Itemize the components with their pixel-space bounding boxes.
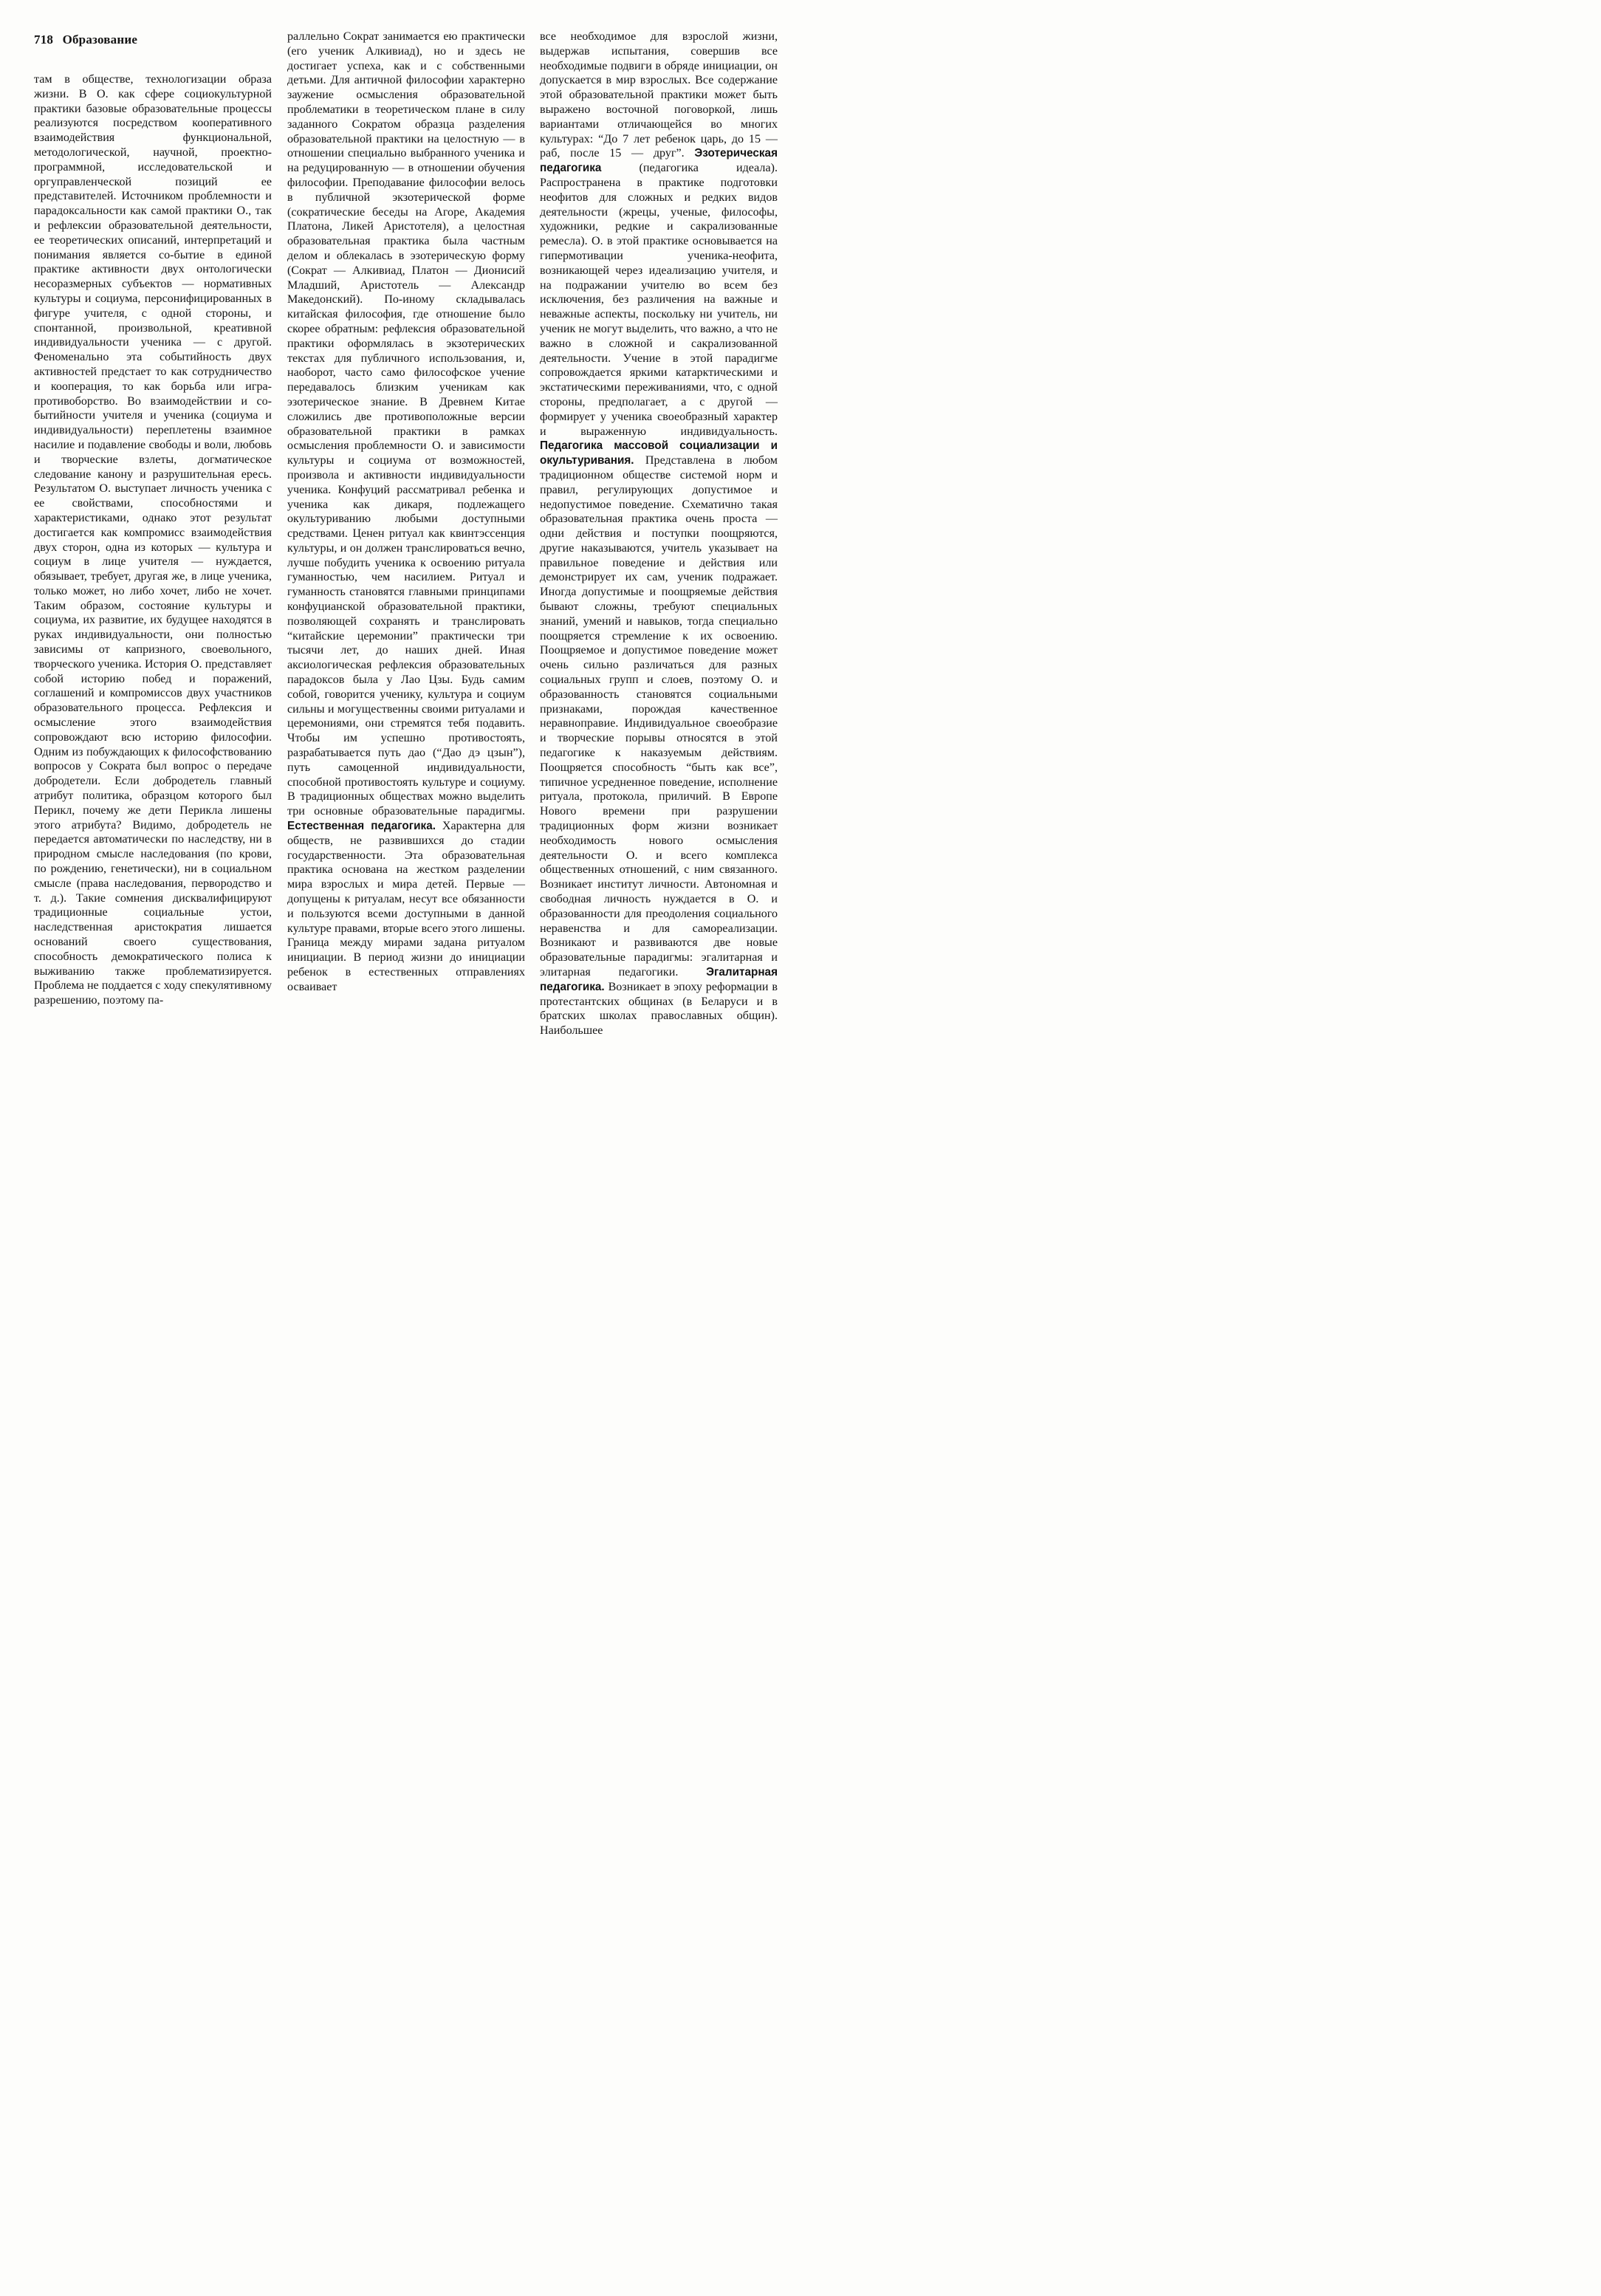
running-title: Образование (62, 32, 138, 47)
text-column-1 (34, 72, 272, 1008)
bold-term: Педагогика массовой социализации и окультуривания. (540, 439, 778, 467)
bold-term: Эзотерическая педагогика (540, 147, 778, 175)
page-header (34, 32, 137, 47)
text-column-3 (540, 30, 778, 1038)
body-paragraph: все необходимое для взрослой жизни, выдержав испытания, совершив все необходимые подвиги в обряде инициации, он допускается в мир взрослых. Все содержание этой образовательной практики может быть выражено восточной поговоркой, лишь вариантами отличающейся во многих культурах: “До 7 лет ребенок царь, до 15 — раб, после 15 — друг”. Эзотерическая педагогика (педагогика идеала). Распространена в практике подготовки неофитов для сложных и редких видов деятельности (жрецы, ученые, философы, художники, редкие и сакрализованные ремесла). О. в этой практике основывается на гипермотивации ученика-неофита, возникающей через идеализацию учителя, и на подражании учителю во всем без исключения, без различения на важные и неважные аспекты, поскольку ни учитель, ни ученик не могут выделить, что важно, а что не важно в сложной и сакрализованной деятельности. Учение в этой парадигме сопровождается яркими катарктическими и экстатическими переживаниями, что, с одной стороны, предполагает, а с другой — формирует у ученика своеобразный характер и выраженную индивидуальность. Педагогика массовой социализации и окультуривания. Представлена в любом традиционном обществе системой норм и правил, регулирующих допустимое и недопустимое поведение. Схематично такая образовательная практика очень проста — одни действия и поступки поощряются, другие наказываются, учитель указывает на правильное поведение и действия или демонстрирует их сам, ученик подражает. Иногда допустимые и поощряемые действия бывают сложны, требуют специальных знаний, умений и навыков, тогда специально поощряется стремление к их освоению. Поощряемое и допустимое поведение может очень сильно различаться для разных социальных групп и слоев, поэтому О. и образованность становятся социальными признаками, порождая качественное неравноправие. Индивидуальное своеобразие и творческие порывы относятся в этой педагогике к наказуемым действиям. Поощряется способность “быть как все”, типичное усредненное поведение, исполнение ритуала, протокола, приличий. В Европе Нового времени при разрушении традиционных форм жизни возникает необходимость нового осмысления деятельности О. и всего комплекса общественных отношений, с ним связанного. Возникает институт личности. Автономная и свободная личность нуждается в О. и образованности для преодоления социального неравенства и для самореализации. Возникают и развиваются две новые образовательные парадигмы: эгалитарная и элитарная педагогики. Эгалитарная педагогика. Возникает в эпоху реформации в протестантских общинах (в Беларуси и в братских школах православных общин). Наибольшее (540, 30, 778, 1038)
body-paragraph: там в обществе, технологизации образа жизни. В О. как сфере социокультурной практики базовые образовательные процессы реализуются посредством кооперативного взаимодействия функциональной, методологической, научной, проектно-программной, исследовательской и оргуправленческой позиций ее представителей. Источником проблемности и парадоксальности как самой практики О., так и рефлексии образовательной деятельности, ее теоретических описаний, интерпретаций и понимания является со-бытие в единой практике активности двух онтологически несоразмерных субъектов — нормативных культуры и социума, персонифицированных в фигуре учителя, с одной стороны, и спонтанной, произвольной, креативной индивидуальности ученика — с другой. Феноменально эта событийность двух активностей предстает то как сотрудничество и кооперация, то как борьба или игра-противоборство. Во взаимодействии и со-бытийности учителя и ученика (социума и индивидуальности) переплетены взаимное насилие и подавление свободы и воли, любовь и творческие взлеты, догматическое следование канону и разрушительная ересь. Результатом О. выступает личность ученика с ее свойствами, способностями и характеристиками, однако этот результат достигается как компромисс взаимодействия двух сторон, одна из которых — культура и социум в лице учителя — нуждается, обязывает, требует, другая же, в лице ученика, только может, но либо хочет, либо не хочет. Таким образом, состояние культуры и социума, их развитие, их будущее находятся в руках индивидуальности, они полностью зависимы от капризного, своевольного, творческого ученика. История О. представляет собой историю побед и поражений, соглашений и компромиссов двух участников образовательного процесса. Рефлексия и осмысление этого взаимодействия сопровождают всю историю философии. Одним из побуждающих к философствованию вопросов у Сократа был вопрос о передаче добродетели. Если добродетель главный атрибут политика, образцом которого был Перикл, почему же дети Перикла лишены этого атрибута? Видимо, добродетель не передается автоматически по наследству, ни в природном смысле наследования (по крови, по рождению, генетически), ни в социальном смысле (права наследования, первородство и т. д.). Такие сомнения дисквалифицируют традиционные социальные устои, наследственная аристократия лишается оснований своего существования, способность демократического полиса к выживанию также проблематизируется. Проблема не поддается с ходу спекулятивному разрешению, поэтому па- (34, 73, 272, 1007)
page-number: 718 (34, 32, 54, 47)
text-column-2 (287, 30, 525, 995)
body-paragraph: раллельно Сократ занимается ею практически (его ученик Алкивиад), но и здесь не достигает успеха, как и с собственными детьми. Для античной философии характерно заужение осмысления образовательной проблематики в теоретическом плане в силу заданного Сократом образца разделения образовательной практики на целостную — в отношении специально выбранного ученика и на редуцированную — в отношении обучения философии. Преподавание философии велось в публичной экзотерической форме (сократические беседы на Агоре, Академия Платона, Ликей Аристотеля), а целостная образовательная практика была частным делом и облекалась в эзотерическую форму (Сократ — Алкивиад, Платон — Дионисий Младший, Аристотель — Александр Македонский). По-иному складывалась китайская философия, где отношение было скорее обратным: рефлексия образовательной практики оформлялась в экзотерических текстах для публичного использования, и, наоборот, часто само философское учение передавалось близким ученикам как эзотерическое знание. В Древнем Китае сложились две противоположные версии образовательной практики в рамках осмысления проблемности О. и зависимости культуры и социума от возможностей, произвола и активности индивидуальности ученика. Конфуций рассматривал ребенка и ученика как дикаря, подлежащего окультуриванию любыми доступными средствами. Ценен ритуал как квинтэссенция культуры, и он должен транслироваться вечно, лучше побудить ученика к освоению ритуала гуманностью, чем насилием. Ритуал и гуманность становятся главными принципами конфуцианской образовательной практики, позволяющей сохранять и транслировать “китайские церемонии” практически три тысячи лет, до наших дней. Иная аксиологическая рефлексия образовательных парадоксов была у Лао Цзы. Будь самим собой, говорится ученику, культура и социум сильны и могущественны своими ритуалами и церемониями, они стремятся тебя подавить. Чтобы им успешно противостоять, разрабатывается путь дао (“Дао дэ цзын”), путь самоценной индивидуальности, способной противостоять культуре и социуму. В традиционных обществах можно выделить три основные образовательные парадигмы. Естественная педагогика. Характерна для обществ, не развившихся до стадии государственности. Эта образовательная практика основана на жестком разделении мира взрослых и мира детей. Первые — допущены к ритуалам, несут все обязанности и пользуются всеми доступными в данной культуре правами, вторые всего этого лишены. Граница между мирами задана ритуалом инициации. В период жизни до инициации ребенок в естественных отправлениях осваивает (287, 30, 526, 993)
bold-term: Естественная педагогика. (287, 820, 436, 833)
bold-term: Эгалитарная педагогика. (540, 966, 778, 993)
